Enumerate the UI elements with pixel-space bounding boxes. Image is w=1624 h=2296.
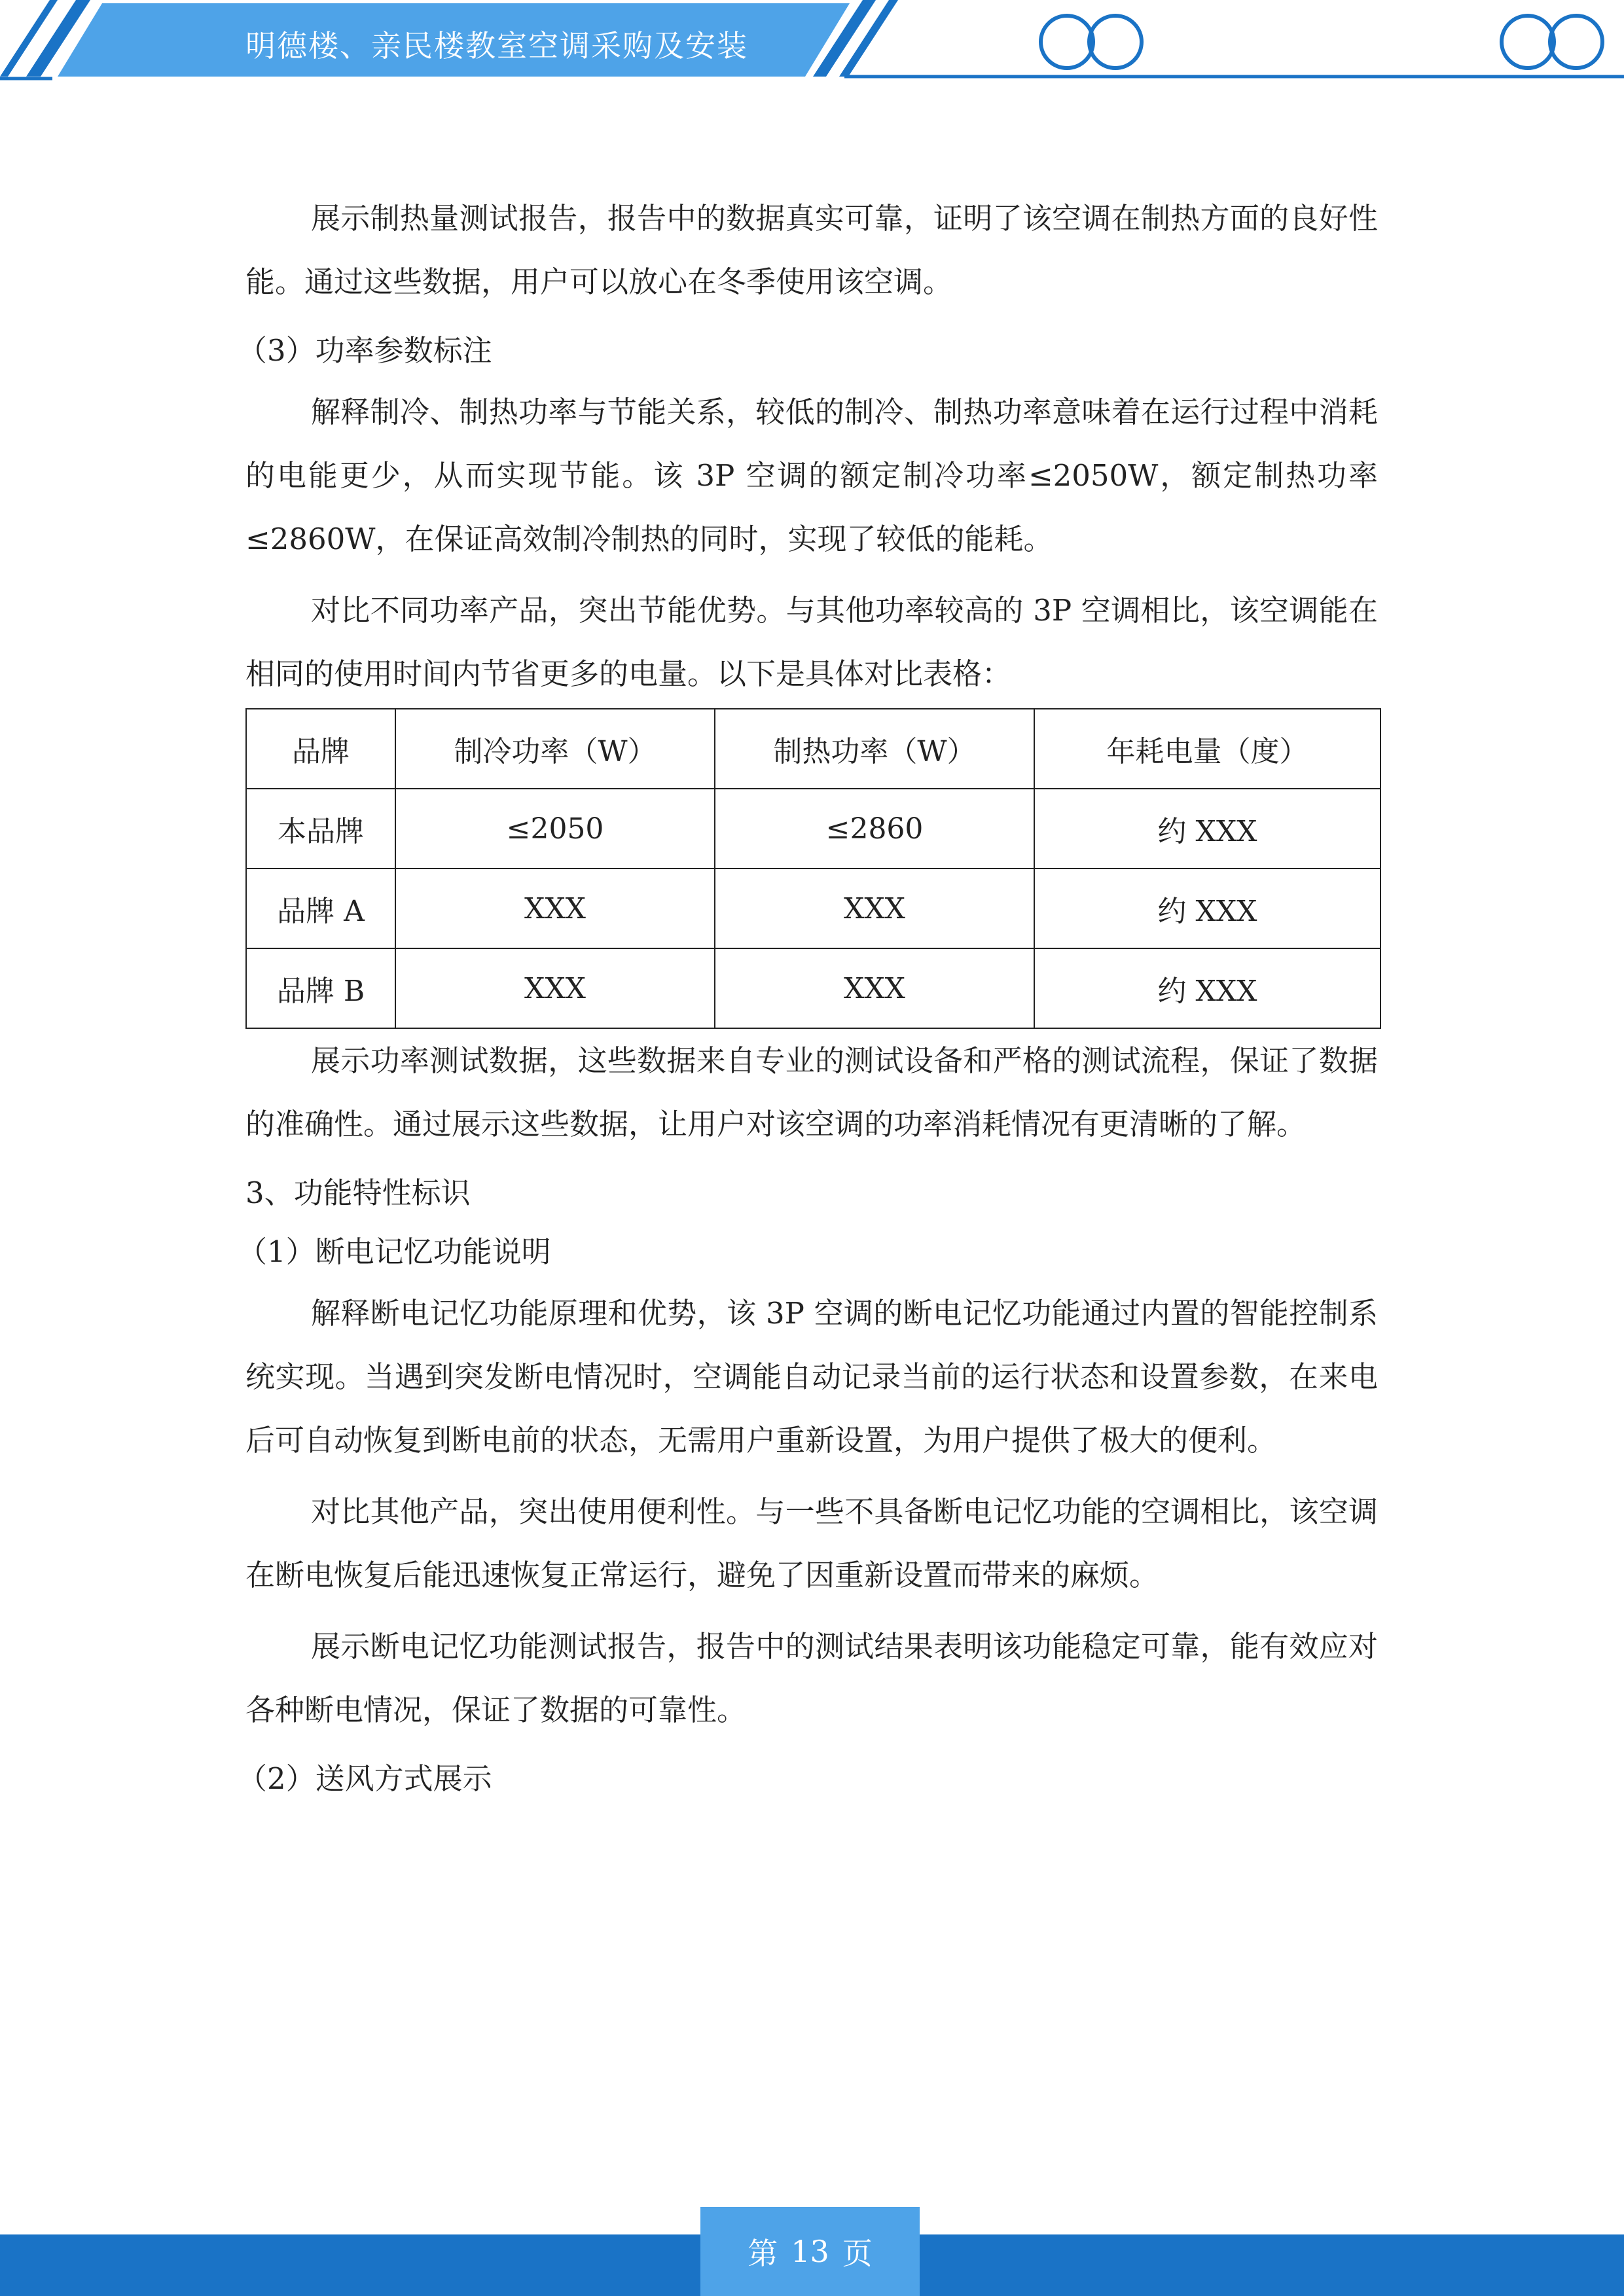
table-header-row <box>246 709 1380 789</box>
table-row <box>246 948 1380 1028</box>
paragraph-memory-comparison: 对比其他产品，突出使用便利性。与一些不具备断电记忆功能的空调相比，该空调在断电恢复后能迅速恢复正常运行，避免了因重新设置而带来的麻烦。 <box>245 1494 1378 1592</box>
table-row <box>246 789 1380 869</box>
document-title: 明德楼、亲民楼教室空调采购及安装 <box>245 28 748 63</box>
table-cell: 约 XXX <box>1034 869 1380 948</box>
table-cell: 约 XXX <box>1034 948 1380 1028</box>
paragraph-power-explanation: 解释制冷、制热功率与节能关系，较低的制冷、制热功率意味着在运行过程中消耗的电能更少，从而实现节能。该 3P 空调的额定制冷功率≤2050W，额定制热功率≤2860W，在保证高效制冷制热的同时，实现了较低的能耗。 <box>245 395 1378 556</box>
page-number-suffix: 页 <box>842 2236 873 2271</box>
section-heading-features: 3、功能特性标识 <box>245 1175 471 1210</box>
paragraph-power-test-data: 展示功率测试数据，这些数据来自专业的测试设备和严格的测试流程，保证了数据的准确性。通过展示这些数据，让用户对该空调的功率消耗情况有更清晰的了解。 <box>245 1043 1378 1141</box>
table-header-cell: 制冷功率（W） <box>395 709 715 789</box>
section-heading-power-params: （3）功率参数标注 <box>238 333 492 368</box>
section-heading-airflow: （2）送风方式展示 <box>238 1761 492 1796</box>
page-number-badge <box>700 2207 920 2296</box>
power-comparison-table <box>245 708 1381 1029</box>
table-cell: XXX <box>715 948 1034 1028</box>
table-cell: 品牌 B <box>246 948 395 1028</box>
table-cell: 约 XXX <box>1034 789 1380 869</box>
double-ring-icon <box>1502 16 1602 68</box>
table-cell: XXX <box>395 948 715 1028</box>
table-cell: XXX <box>715 869 1034 948</box>
header-stripe-1 <box>0 0 58 77</box>
table-cell: 本品牌 <box>246 789 395 869</box>
table-header-cell: 品牌 <box>246 709 395 789</box>
table-row <box>246 869 1380 948</box>
header-banner <box>0 0 1624 92</box>
table-cell: ≤2860 <box>715 789 1034 869</box>
page-number-prefix: 第 <box>748 2236 778 2271</box>
section-heading-power-memory: （1）断电记忆功能说明 <box>238 1234 551 1269</box>
table-header-cell: 年耗电量（度） <box>1034 709 1380 789</box>
table-cell: 品牌 A <box>246 869 395 948</box>
page-content <box>238 187 1378 1808</box>
table-cell: XXX <box>395 869 715 948</box>
page-number: 13 <box>791 2234 829 2269</box>
paragraph-power-comparison: 对比不同功率产品，突出节能优势。与其他功率较高的 3P 空调相比，该空调能在相同的使用时间内节省更多的电量。以下是具体对比表格： <box>245 593 1378 691</box>
double-ring-icon <box>1041 16 1142 68</box>
table-cell: ≤2050 <box>395 789 715 869</box>
table-header-cell: 制热功率（W） <box>715 709 1034 789</box>
paragraph-memory-test-report: 展示断电记忆功能测试报告，报告中的测试结果表明该功能稳定可靠，能有效应对各种断电情况，保证了数据的可靠性。 <box>245 1629 1378 1727</box>
paragraph-memory-principle: 解释断电记忆功能原理和优势，该 3P 空调的断电记忆功能通过内置的智能控制系统实现。当遇到突发断电情况时，空调能自动记录当前的运行状态和设置参数，在来电后可自动恢复到断电前的状态，无需用户重新设置，为用户提供了极大的便利。 <box>245 1296 1378 1458</box>
paragraph-heating-report: 展示制热量测试报告，报告中的数据真实可靠，证明了该空调在制热方面的良好性能。通过这些数据，用户可以放心在冬季使用该空调。 <box>245 201 1378 299</box>
